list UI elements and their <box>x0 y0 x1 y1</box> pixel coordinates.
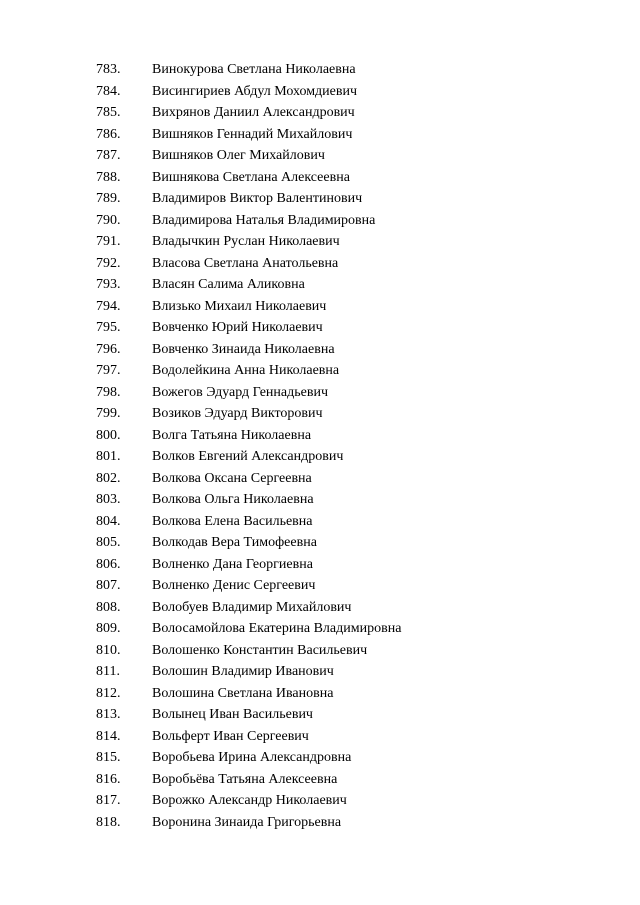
entry-full-name: Влизько Михаил Николаевич <box>152 298 327 314</box>
entry-full-name: Висингириев Абдул Мохомдиевич <box>152 83 358 99</box>
entry-full-name: Волынец Иван Васильевич <box>152 707 313 722</box>
entry-full-name: Волненко Дана Георгиевна <box>152 556 313 572</box>
entry-number: 814. <box>96 728 121 744</box>
list-item <box>0 812 640 834</box>
list-item <box>0 425 640 447</box>
entry-number: 786. <box>96 126 121 142</box>
entry-number: 801. <box>96 449 121 464</box>
entry-full-name: Вольферт Иван Сергеевич <box>152 728 309 744</box>
entry-full-name: Волкова Елена Васильевна <box>152 513 313 529</box>
list-item <box>0 790 640 812</box>
entry-full-name: Власян Салима Аликовна <box>152 277 305 292</box>
entry-number: 784. <box>96 83 121 99</box>
entry-full-name: Воробьёва Татьяна Алексеевна <box>152 771 338 787</box>
entry-full-name: Волошин Владимир Иванович <box>152 664 334 679</box>
entry-full-name: Владычкин Руслан Николаевич <box>152 234 340 249</box>
entry-full-name: Волкова Оксана Сергеевна <box>152 470 312 486</box>
entry-full-name: Вовченко Зинаида Николаевна <box>152 341 335 357</box>
list-item <box>0 661 640 683</box>
entry-number: 788. <box>96 169 121 185</box>
entry-full-name: Ворожко Александр Николаевич <box>152 793 347 808</box>
list-item <box>0 511 640 533</box>
entry-number: 809. <box>96 621 121 636</box>
entry-number: 796. <box>96 341 121 357</box>
list-item <box>0 618 640 640</box>
entry-full-name: Волосамойлова Екатерина Владимировна <box>152 621 402 636</box>
list-item <box>0 683 640 705</box>
list-item <box>0 468 640 490</box>
entry-full-name: Волошенко Константин Васильевич <box>152 642 368 658</box>
list-item <box>0 317 640 339</box>
entry-number: 783. <box>96 62 121 77</box>
entry-number: 791. <box>96 234 121 249</box>
entry-full-name: Водолейкина Анна Николаевна <box>152 363 340 378</box>
entry-number: 812. <box>96 685 121 701</box>
entry-number: 802. <box>96 470 121 486</box>
entry-full-name: Владимирова Наталья Владимировна <box>152 212 376 228</box>
entry-full-name: Волга Татьяна Николаевна <box>152 427 312 443</box>
entry-full-name: Волкова Ольга Николаевна <box>152 492 314 507</box>
entry-full-name: Вихрянов Даниил Александрович <box>152 105 355 120</box>
list-item <box>0 575 640 597</box>
entry-number: 800. <box>96 427 121 443</box>
list-item <box>0 382 640 404</box>
entry-number: 794. <box>96 298 121 314</box>
entry-full-name: Волков Евгений Александрович <box>152 449 344 464</box>
list-item <box>0 532 640 554</box>
entry-full-name: Волошина Светлана Ивановна <box>152 685 334 701</box>
entry-full-name: Воробьева Ирина Александровна <box>152 750 352 765</box>
list-item <box>0 554 640 576</box>
list-item <box>0 704 640 726</box>
list-item <box>0 167 640 189</box>
entry-number: 795. <box>96 320 121 335</box>
entry-full-name: Возиков Эдуард Викторович <box>152 406 323 421</box>
entry-number: 797. <box>96 363 121 378</box>
list-item <box>0 188 640 210</box>
list-item <box>0 769 640 791</box>
list-item <box>0 360 640 382</box>
entry-number: 804. <box>96 513 121 529</box>
entry-number: 811. <box>96 664 120 679</box>
entry-number: 816. <box>96 771 121 787</box>
entry-full-name: Вожегов Эдуард Геннадьевич <box>152 384 328 400</box>
entry-full-name: Вишняков Геннадий Михайлович <box>152 126 353 142</box>
entry-number: 807. <box>96 578 121 593</box>
entry-number: 798. <box>96 384 121 400</box>
list-item <box>0 489 640 511</box>
entry-full-name: Вишнякова Светлана Алексеевна <box>152 169 350 185</box>
entry-full-name: Волобуев Владимир Михайлович <box>152 599 352 615</box>
entry-number: 805. <box>96 535 121 550</box>
entry-full-name: Вовченко Юрий Николаевич <box>152 320 323 335</box>
entry-number: 817. <box>96 793 121 808</box>
entry-full-name: Вишняков Олег Михайлович <box>152 148 325 163</box>
list-item <box>0 124 640 146</box>
entry-number: 813. <box>96 707 121 722</box>
list-item <box>0 274 640 296</box>
name-list <box>0 59 640 833</box>
entry-number: 789. <box>96 191 121 206</box>
entry-number: 787. <box>96 148 121 163</box>
entry-full-name: Винокурова Светлана Николаевна <box>152 62 356 77</box>
list-item <box>0 210 640 232</box>
list-item <box>0 747 640 769</box>
list-item <box>0 59 640 81</box>
entry-number: 806. <box>96 556 121 572</box>
entry-number: 799. <box>96 406 121 421</box>
entry-number: 793. <box>96 277 121 292</box>
entry-full-name: Власова Светлана Анатольевна <box>152 255 339 271</box>
list-item <box>0 403 640 425</box>
entry-full-name: Волненко Денис Сергеевич <box>152 578 316 593</box>
list-item <box>0 145 640 167</box>
entry-number: 818. <box>96 814 121 830</box>
list-item <box>0 296 640 318</box>
list-item <box>0 102 640 124</box>
entry-number: 803. <box>96 492 121 507</box>
list-item <box>0 81 640 103</box>
list-item <box>0 446 640 468</box>
entry-number: 785. <box>96 105 121 120</box>
list-item <box>0 339 640 361</box>
entry-number: 792. <box>96 255 121 271</box>
entry-full-name: Воронина Зинаида Григорьевна <box>152 814 342 830</box>
entry-number: 815. <box>96 750 121 765</box>
entry-number: 808. <box>96 599 121 615</box>
entry-number: 810. <box>96 642 121 658</box>
entry-full-name: Волкодав Вера Тимофеевна <box>152 535 317 550</box>
entry-full-name: Владимиров Виктор Валентинович <box>152 191 363 206</box>
list-item <box>0 231 640 253</box>
entry-number: 790. <box>96 212 121 228</box>
list-item <box>0 253 640 275</box>
list-item <box>0 726 640 748</box>
list-item <box>0 597 640 619</box>
list-item <box>0 640 640 662</box>
